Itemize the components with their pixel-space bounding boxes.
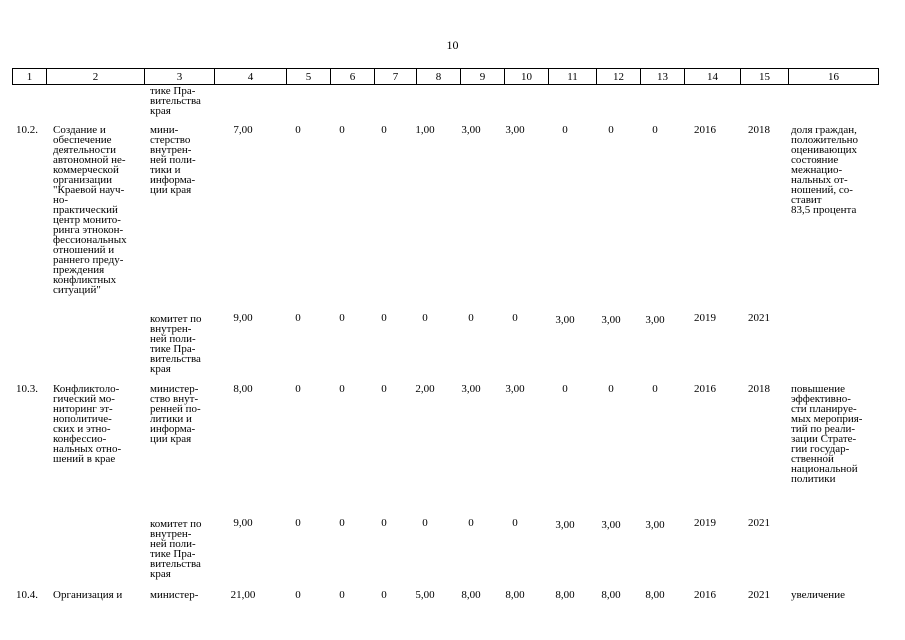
column-header: 5 [287,69,331,85]
cell-value: 0 [295,589,301,601]
cell-value: 0 [562,383,568,395]
cell-value: 0 [468,517,474,529]
cell-value: 3,00 [461,383,481,395]
expected-result: доля граждан, положительно оценивающих состояние межнацио- нальных от- ношений, со- ставит 83,5 процента [791,124,859,216]
cell-value: 0 [608,124,614,136]
end-year: 2021 [748,312,770,324]
executor: комитет по внутрен- ней поли- тике Пра- вительства края [150,518,202,580]
cell-value: 0 [339,383,345,395]
activity-name: Организация и [53,589,123,601]
cell-value: 0 [339,517,345,529]
cell-value: 0 [295,124,301,136]
column-header: 6 [331,69,375,85]
cell-value: 0 [295,312,301,324]
column-header: 12 [597,69,641,85]
column-header: 3 [145,69,215,85]
column-number-header [12,68,879,85]
column-header: 11 [549,69,597,85]
cell-value: 3,00 [505,383,525,395]
cell-value: 8,00 [601,589,621,601]
page-number: 10 [446,38,459,52]
row-number: 10.2. [16,124,38,136]
column-header: 15 [741,69,789,85]
cell-value: 8,00 [645,589,665,601]
cell-value: 3,00 [601,519,621,531]
cell-value: 0 [652,383,658,395]
column-header: 14 [685,69,741,85]
cell-value: 3,00 [601,314,621,326]
start-year: 2016 [694,383,716,395]
cell-value: 0 [422,517,428,529]
column-header: 10 [505,69,549,85]
executor: министер- ство внут- ренней по- литики и информа- ции края [150,383,201,445]
cell-value: 0 [422,312,428,324]
cell-value: 0 [381,312,387,324]
cell-value: 2,00 [415,383,435,395]
cell-value: 5,00 [415,589,435,601]
cell-value: 0 [562,124,568,136]
cell-value: 3,00 [645,519,665,531]
cell-value: 8,00 [505,589,525,601]
start-year: 2019 [694,312,716,324]
carry-over-executor: тике Пра- вительства края [150,85,201,117]
column-header: 8 [417,69,461,85]
cell-value: 8,00 [461,589,481,601]
executor: мини- стерство внутрен- ней поли- тики и информа- ции края [150,124,196,196]
cell-value: 3,00 [505,124,525,136]
start-year: 2016 [694,124,716,136]
cell-value: 3,00 [555,314,575,326]
column-header: 2 [47,69,145,85]
column-header: 16 [789,69,879,85]
executor: комитет по внутрен- ней поли- тике Пра- вительства края [150,313,202,375]
executor: министер- [150,589,199,601]
cell-value: 0 [652,124,658,136]
end-year: 2021 [748,517,770,529]
cell-total: 8,00 [233,383,253,395]
cell-value: 0 [381,383,387,395]
column-header: 13 [641,69,685,85]
activity-name: Конфликтоло- гический мо- ниторинг эт- нополитиче- ских и этно- конфессио- нальных отно- шений в крае [53,383,122,465]
column-header: 1 [13,69,47,85]
cell-value: 0 [339,124,345,136]
cell-value: 3,00 [645,314,665,326]
cell-total: 21,00 [230,589,256,601]
cell-value: 0 [339,312,345,324]
column-header: 9 [461,69,505,85]
cell-value: 0 [608,383,614,395]
cell-value: 0 [381,517,387,529]
cell-value: 0 [295,383,301,395]
start-year: 2019 [694,517,716,529]
cell-value: 1,00 [415,124,435,136]
cell-value: 8,00 [555,589,575,601]
cell-total: 9,00 [233,517,253,529]
end-year: 2021 [748,589,770,601]
cell-value: 0 [512,312,518,324]
cell-value: 0 [381,124,387,136]
cell-total: 9,00 [233,312,253,324]
expected-result: увеличение [791,589,845,601]
cell-value: 0 [468,312,474,324]
cell-value: 3,00 [461,124,481,136]
column-header: 4 [215,69,287,85]
end-year: 2018 [748,383,770,395]
cell-total: 7,00 [233,124,253,136]
row-number: 10.3. [16,383,38,395]
cell-value: 0 [339,589,345,601]
expected-result: повышение эффективно- сти планируе- мых мероприя- тий по реали- зации Страте- гии государ- ственной национальной политики [791,383,863,485]
start-year: 2016 [694,589,716,601]
cell-value: 0 [295,517,301,529]
activity-name: Создание и обеспечение деятельности автономной не- коммерческой организации "Краевой науч- но- практический центр монито- ринга этнокон- фессиональных отношений и раннего преду- преждения конфликтных ситуаций" [53,124,127,296]
row-number: 10.4. [16,589,38,601]
end-year: 2018 [748,124,770,136]
column-header: 7 [375,69,417,85]
cell-value: 3,00 [555,519,575,531]
cell-value: 0 [512,517,518,529]
cell-value: 0 [381,589,387,601]
